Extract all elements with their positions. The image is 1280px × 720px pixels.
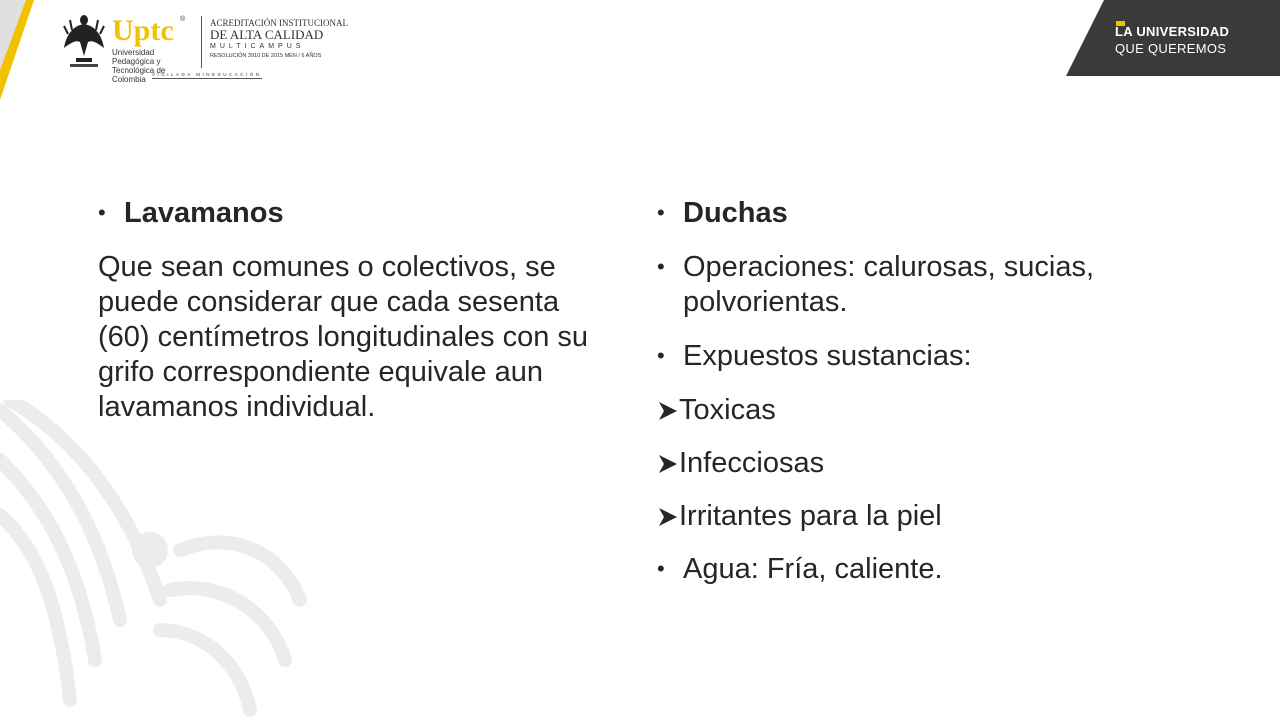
bullet-icon: • [657,343,665,368]
vigilada-label: VIGILADA MINEDUCACIÓN [152,72,262,77]
right-column [657,196,1257,606]
logo-subtitle-line1: Universidad Pedagógica y [112,48,161,66]
left-paragraph: Que sean comunes o colectivos, se puede considerar que cada sesenta (60) centímetros longitudinales con su grifo correspondiente equivale aun lavamanos individual. [98,251,589,423]
university-logo [62,12,352,82]
logo-wordmark: Uptc [112,14,174,47]
left-column [98,196,598,425]
accreditation-line2: DE ALTA CALIDAD [210,27,324,42]
list-item [657,339,1257,374]
slogan-line1: LA UNIVERSIDAD [1115,24,1230,39]
bullet-icon: • [657,254,665,279]
arrow-bullet-icon [659,508,677,526]
bullet-icon: • [98,200,106,225]
accreditation-line4: RESOLUCIÓN 3910 DE 2015 MEN / 6 AÑOS [210,53,322,59]
sub-list-item-text: Infecciosas [679,447,825,479]
slogan-line2: QUE QUEREMOS [1115,41,1227,56]
list-item-text: Agua: Fría, caliente. [683,553,943,585]
sub-list-item [657,393,1257,428]
sub-list-item-text: Toxicas [679,394,776,426]
arrow-bullet-icon [659,455,677,473]
registered-mark: ® [180,16,186,23]
accreditation-line3: MULTICAMPUS [210,43,305,50]
logo-divider [201,16,202,68]
corner-accent [0,0,60,110]
sub-list-item [657,499,1257,534]
list-item-text: Expuestos sustancias: [683,340,972,372]
list-item [657,552,1257,587]
condor-crest-icon [62,12,106,70]
slogan-text [1115,23,1229,57]
condor-watermark [0,400,330,720]
list-item [657,250,1257,320]
left-heading: Lavamanos [124,197,284,229]
bullet-icon: • [657,200,665,225]
accreditation-line1: ACREDITACIÓN INSTITUCIONAL [210,18,349,28]
sub-list-item [657,446,1257,481]
logo-subtitle-line2: Tecnológica de Colombia [112,66,166,84]
right-heading: Duchas [683,197,788,229]
arrow-bullet-icon [659,402,677,420]
accreditation-block [210,18,360,60]
sub-list-item-text: Irritantes para la piel [679,500,942,532]
list-item-text: Operaciones: calurosas, sucias, polvorientas. [683,251,1095,318]
right-heading-item [657,196,1257,231]
bullet-icon: • [657,556,665,581]
left-heading-item [98,196,598,231]
